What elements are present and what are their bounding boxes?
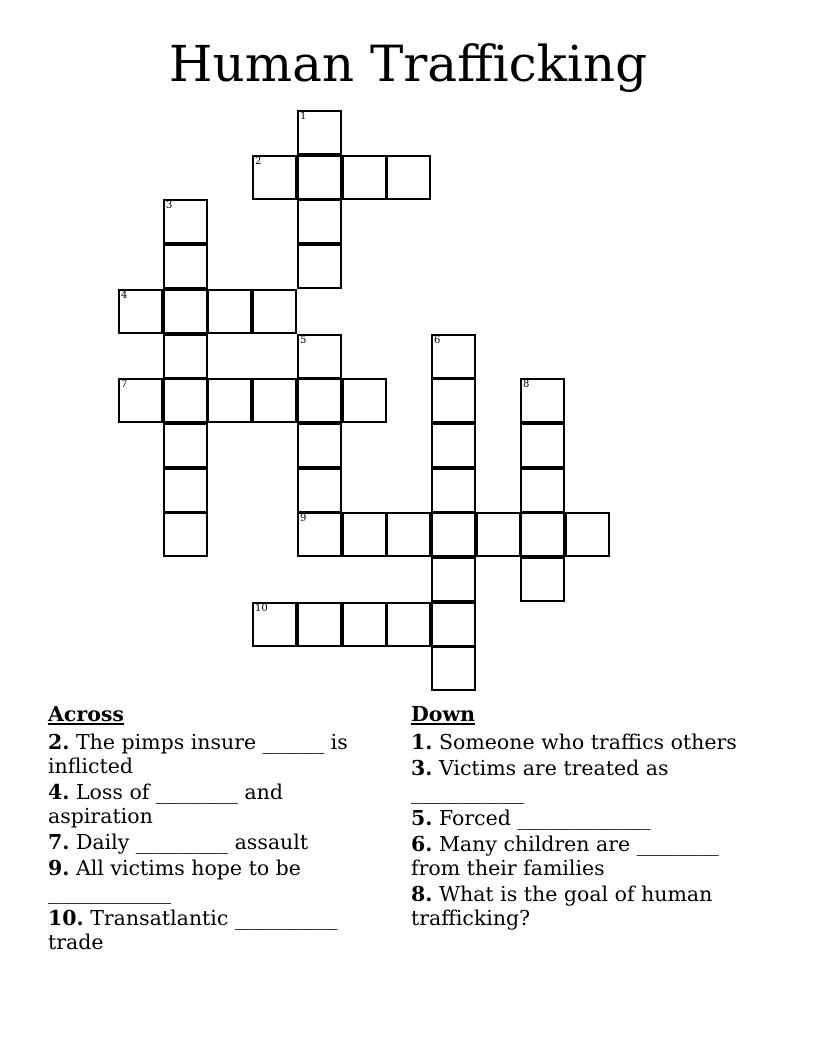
- clue-text: Daily _________ assault: [75, 830, 309, 854]
- grid-cell[interactable]: [386, 512, 431, 557]
- clue-number: 6.: [411, 832, 433, 856]
- cell-number: 3: [166, 200, 173, 211]
- grid-cell[interactable]: [431, 378, 476, 423]
- cell-number: 7: [121, 379, 128, 390]
- across-clues: [48, 702, 383, 956]
- grid-cell[interactable]: [207, 378, 252, 423]
- grid-cell[interactable]: [431, 334, 476, 379]
- grid-cell[interactable]: [520, 468, 565, 513]
- down-heading: Down: [411, 702, 476, 726]
- grid-cell[interactable]: [342, 378, 387, 423]
- clue-text: Victims are treated as ___________: [411, 756, 669, 804]
- clue-number: 4.: [48, 780, 70, 804]
- clue-number: 1.: [411, 730, 433, 754]
- grid-cell[interactable]: [252, 378, 297, 423]
- cell-number: 8: [523, 379, 530, 390]
- clue-number: 10.: [48, 906, 84, 930]
- grid-cell[interactable]: [431, 602, 476, 647]
- grid-cell[interactable]: [431, 512, 476, 557]
- cell-number: 2: [255, 156, 262, 167]
- grid-cell[interactable]: [297, 199, 342, 244]
- down-clue: [411, 756, 741, 804]
- grid-cell[interactable]: [252, 289, 297, 334]
- across-clue: [48, 780, 383, 828]
- clue-text: Forced _____________: [438, 806, 651, 830]
- cell-number: 5: [300, 335, 307, 346]
- grid-cell[interactable]: [520, 557, 565, 602]
- grid-cell[interactable]: [297, 155, 342, 200]
- clue-number: 5.: [411, 806, 433, 830]
- grid-cell[interactable]: [297, 423, 342, 468]
- clue-text: Someone who traffics others: [438, 730, 737, 754]
- across-clue: [48, 856, 383, 904]
- grid-cell[interactable]: [342, 155, 387, 200]
- cell-number: 10: [255, 603, 268, 614]
- down-clue: [411, 730, 741, 754]
- cell-number: 6: [434, 335, 441, 346]
- grid-cell[interactable]: [163, 334, 208, 379]
- grid-cell[interactable]: [476, 512, 521, 557]
- grid-cell[interactable]: [386, 602, 431, 647]
- down-clue: [411, 806, 741, 830]
- grid-cell[interactable]: [520, 512, 565, 557]
- clue-number: 3.: [411, 756, 433, 780]
- across-clue: [48, 830, 383, 854]
- grid-cell[interactable]: [431, 423, 476, 468]
- grid-cell[interactable]: [163, 199, 208, 244]
- grid-cell[interactable]: [520, 423, 565, 468]
- clue-number: 9.: [48, 856, 70, 880]
- grid-cell[interactable]: [297, 378, 342, 423]
- grid-cell[interactable]: [297, 110, 342, 155]
- grid-cell[interactable]: [431, 557, 476, 602]
- clue-number: 2.: [48, 730, 70, 754]
- grid-cell[interactable]: [207, 289, 252, 334]
- grid-cell[interactable]: [252, 602, 297, 647]
- clue-number: 7.: [48, 830, 70, 854]
- grid-cell[interactable]: [163, 468, 208, 513]
- grid-cell[interactable]: [342, 602, 387, 647]
- grid-cell[interactable]: [342, 512, 387, 557]
- grid-cell[interactable]: [118, 378, 163, 423]
- grid-cell[interactable]: [118, 289, 163, 334]
- grid-cell[interactable]: [297, 602, 342, 647]
- grid-cell[interactable]: [297, 468, 342, 513]
- grid-cell[interactable]: [252, 155, 297, 200]
- clue-text: All victims hope to be ____________: [48, 856, 301, 904]
- clue-text: The pimps insure ______ is inflicted: [48, 730, 348, 778]
- grid-cell[interactable]: [163, 512, 208, 557]
- grid-cell[interactable]: [163, 378, 208, 423]
- grid-cell[interactable]: [163, 289, 208, 334]
- cell-number: 4: [121, 290, 128, 301]
- grid-cell[interactable]: [163, 244, 208, 289]
- cell-number: 9: [300, 513, 307, 524]
- across-heading: Across: [48, 702, 124, 726]
- clue-text: What is the goal of human trafficking?: [411, 882, 713, 930]
- across-clue: [48, 906, 383, 954]
- grid-cell[interactable]: [297, 334, 342, 379]
- grid-cell[interactable]: [297, 244, 342, 289]
- clue-text: Many children are ________ from their families: [411, 832, 719, 880]
- down-clue: [411, 882, 741, 930]
- grid-cell[interactable]: [431, 468, 476, 513]
- down-clues: [411, 702, 741, 932]
- grid-cell[interactable]: [297, 512, 342, 557]
- clue-text: Loss of ________ and aspiration: [48, 780, 283, 828]
- grid-cell[interactable]: [163, 423, 208, 468]
- grid-cell[interactable]: [431, 646, 476, 691]
- cell-number: 1: [300, 111, 307, 122]
- down-clue: [411, 832, 741, 880]
- clue-number: 8.: [411, 882, 433, 906]
- grid-cell[interactable]: [565, 512, 610, 557]
- grid-cell[interactable]: [520, 378, 565, 423]
- across-clue: [48, 730, 383, 778]
- grid-cell[interactable]: [386, 155, 431, 200]
- clue-text: Transatlantic __________ trade: [48, 906, 338, 954]
- page-title: Human Trafficking: [168, 35, 648, 93]
